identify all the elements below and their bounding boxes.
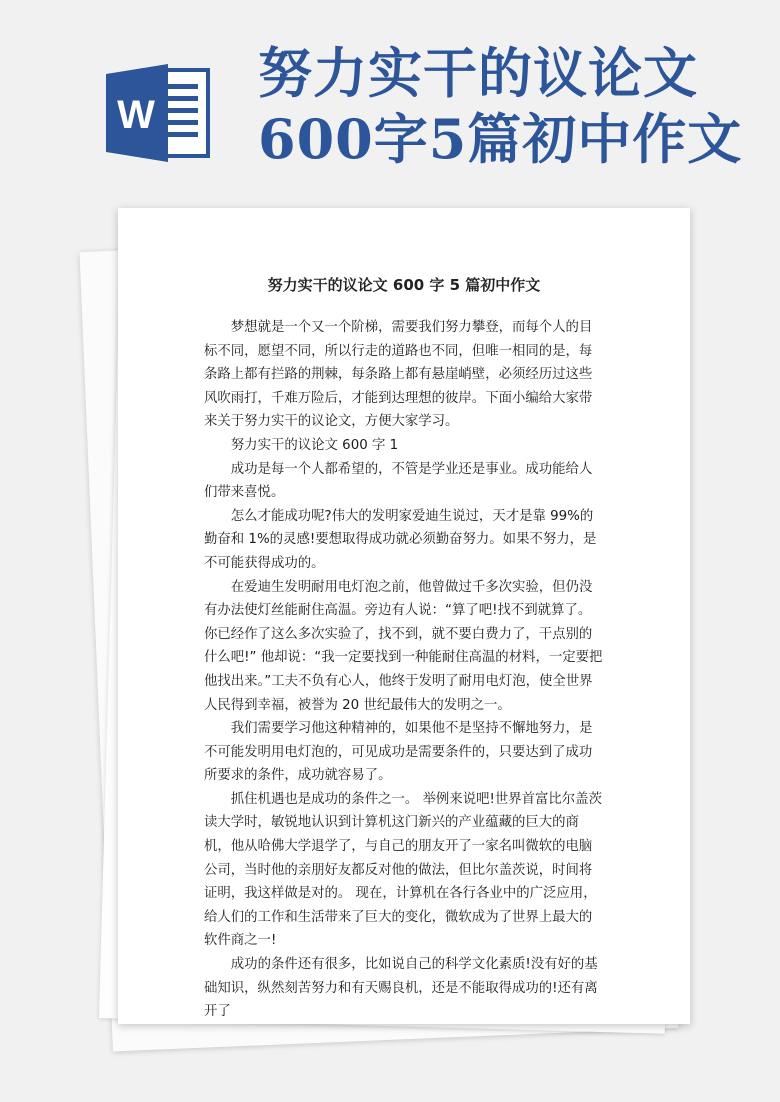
page-title-line2: 600字5篇初中作文 <box>258 107 743 171</box>
document-body <box>204 316 604 1024</box>
header-banner <box>0 0 780 200</box>
page-title <box>258 40 773 172</box>
word-document-icon <box>106 64 212 162</box>
paragraph: 成功是每一个人都希望的，不管是学业还是事业。成功能给人们带来喜悦。 <box>204 461 593 501</box>
word-icon-letter: W <box>117 93 155 137</box>
paragraph: 成功的条件还有很多，比如说自己的科学文化素质!没有好的基础知识，纵然刻苦努力和有天赐良机，还是不能取得成功的!还有离开了 <box>204 957 598 1020</box>
paragraph: 梦想就是一个又一个阶梯，需要我们努力攀登，而每个人的目标不同，愿望不同，所以行走的道路也不同，但唯一相同的是，每条路上都有拦路的荆棘，每条路上都有悬崖峭壁，必须经历过这些风吹雨打，千难万险后，才能到达理想的彼岸。下面小编给大家带来关于努力实干的议论文，方便大家学习。 <box>204 320 593 430</box>
paragraph: 抓住机遇也是成功的条件之一。 举例来说吧!世界首富比尔盖茨读大学时，敏锐地认识到计算机这门新兴的产业蕴藏的巨大的商机，他从哈佛大学退学了，与自己的朋友开了一家名叫微软的电脑公司，当时他的亲朋好友都反对他的做法，但比尔盖茨说，时间将证明，我这样做是对的。 现在，计算机在各行各业中的广泛应用，给人们的工作和生活带来了巨大的变化，微软成为了世界上最大的软件商之一! <box>204 791 602 949</box>
page-title-line1: 努力实干的议论文 <box>258 41 698 105</box>
document-page <box>118 208 690 1024</box>
document-title: 努力实干的议论文 600 字 5 篇初中作文 <box>267 276 541 294</box>
paragraph: 在爱迪生发明耐用电灯泡之前，他曾做过千多次实验，但仍没有办法使灯丝能耐住高温。旁边有人说：“算了吧!找不到就算了。 你已经作了这么多次实验了，找不到，就不要白费力了，干点别的什么吧!” 他却说：“我一定要找到一种能耐住高温的材料，一定要把他找出来。”工夫不负有心人，他终于发明了耐用电灯泡，使全世界人民得到幸福，被誉为 20 世纪最伟大的发明之一。 <box>204 579 603 713</box>
section-heading: 努力实干的议论文 600 字 1 <box>230 437 399 453</box>
paragraph: 我们需要学习他这种精神的，如果他不是坚持不懈地努力，是不可能发明用电灯泡的，可见成功是需要条件的，只要达到了成功所要求的条件，成功就容易了。 <box>204 721 593 784</box>
paragraph: 怎么才能成功呢?伟大的发明家爱迪生说过，天才是靠 99%的勤奋和 1%的灵感!要想取得成功就必须勤奋努力。如果不努力，是不可能获得成功的。 <box>204 508 597 571</box>
